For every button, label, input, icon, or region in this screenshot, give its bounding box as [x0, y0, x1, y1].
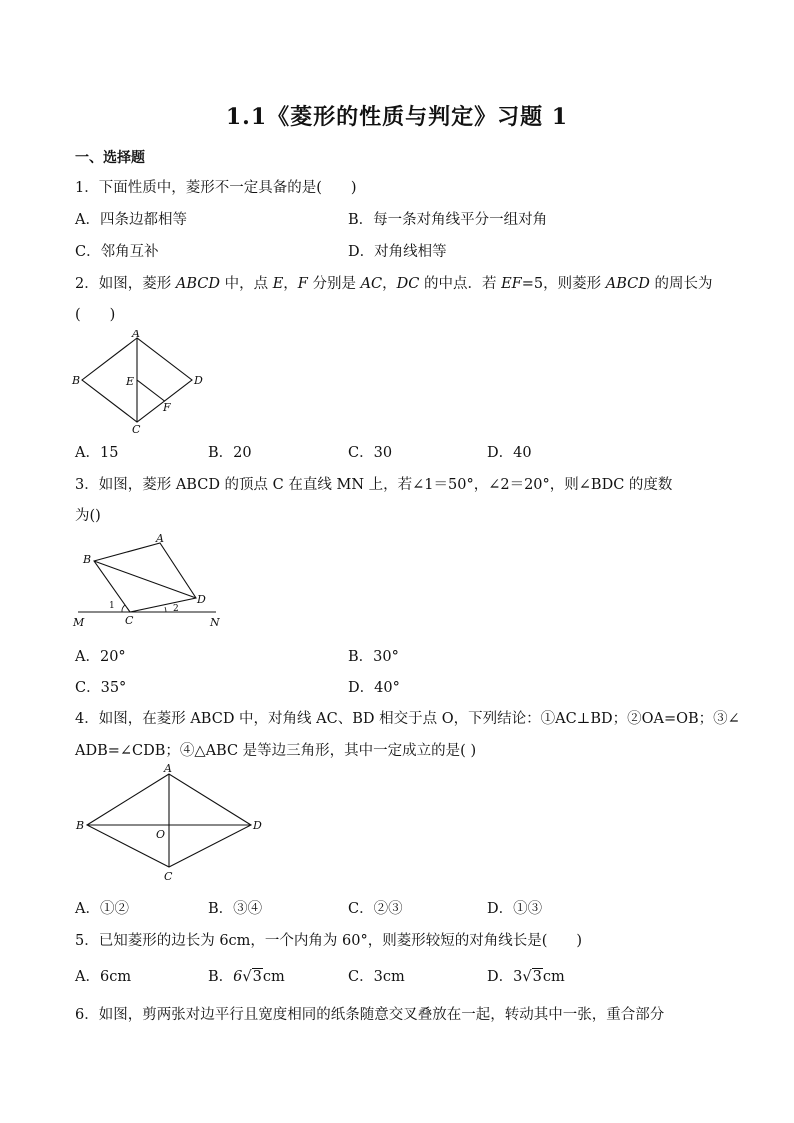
q1-option-a: A．四条边都相等: [75, 212, 187, 228]
q4-option-d: D．①③: [487, 901, 543, 917]
q2-label-a: A: [132, 330, 140, 340]
q2-label-c: C: [132, 423, 141, 434]
q2-rhombus-figure: [70, 330, 210, 434]
q5-option-c: C．3cm: [348, 969, 405, 985]
q5-option-a: A．6cm: [75, 969, 132, 985]
q4-label-d: D: [253, 819, 262, 832]
q2-stem-part: =5，则菱形: [521, 276, 606, 292]
q2-label-f: F: [163, 401, 171, 414]
q3-stem: 3．如图，菱形 ABCD 的顶点 C 在直线 MN 上，若∠1＝50°，∠2＝20°，则∠BDC 的度数: [75, 477, 673, 493]
q2-option-a: A．15: [75, 445, 119, 461]
q4-stem: 4．如图，在菱形 ABCD 中，对角线 AC、BD 相交于点 O，下列结论：①AC⊥BD；②OA=OB；③∠: [75, 711, 740, 727]
sqrt-icon: √3: [522, 969, 542, 985]
q3-diagonal-bd: [94, 561, 196, 598]
q5-option-d-unit: cm: [542, 969, 565, 985]
q1-option-d: D．对角线相等: [348, 244, 447, 260]
q3-label-b: B: [83, 553, 92, 566]
q3-option-b: B．30°: [348, 649, 399, 665]
q3-angle-2-arc: [165, 607, 166, 612]
q5-option-d: [487, 965, 565, 986]
q4-label-b: B: [76, 819, 85, 832]
q2-stem-part: 2．如图，菱形: [75, 276, 176, 292]
q5-option-b-unit: cm: [262, 969, 285, 985]
q3-stem-line2: 为(): [75, 508, 101, 524]
q2-option-c: C．30: [348, 445, 393, 461]
q2-stem-var: EF: [501, 276, 522, 292]
q2-stem-var: AC: [360, 276, 383, 292]
q4-option-a: A．①②: [75, 901, 129, 917]
q2-stem-part: 的中点．若: [419, 276, 502, 292]
section-heading: 一、选择题: [75, 150, 145, 166]
q2-option-d: D．40: [487, 445, 532, 461]
q5-stem: 5．已知菱形的边长为 6cm，一个内角为 60°，则菱形较短的对角线长是( ): [75, 933, 583, 949]
q2-stem-part: 中，点: [219, 276, 273, 292]
q3-angle-1-arc: [122, 605, 125, 612]
q3-label-c: C: [125, 614, 134, 627]
q3-label-n: N: [210, 616, 220, 629]
q2-stem-part: ，: [382, 276, 397, 292]
q2-stem-var: ABCD: [605, 276, 650, 292]
q4-rhombus-figure: [70, 762, 270, 886]
q4-option-c: C．②③: [348, 901, 403, 917]
q2-stem-part: 分别是: [307, 276, 361, 292]
q5-option-d-radicand: 3: [532, 969, 542, 985]
q2-label-d: D: [194, 374, 203, 387]
q2-stem: [75, 272, 712, 293]
q2-label-b: B: [72, 374, 81, 387]
q5-option-b-radicand: 3: [252, 969, 262, 985]
q3-label-m: M: [73, 616, 85, 629]
q2-stem-part: 的周长为: [649, 276, 713, 292]
q4-label-o: O: [156, 828, 166, 841]
q2-stem-var: E: [272, 276, 284, 292]
q3-option-d: D．40°: [348, 680, 400, 696]
q3-label-angle-2: 2: [173, 604, 179, 614]
q2-stem-var: DC: [396, 276, 420, 292]
q1-option-b: B．每一条对角线平分一组对角: [348, 212, 548, 228]
q2-label-e: E: [126, 375, 135, 388]
q4-option-b: B．③④: [208, 901, 263, 917]
q4-label-c: C: [164, 870, 173, 883]
q3-label-angle-1: 1: [109, 601, 115, 611]
q2-stem-var: F: [297, 276, 308, 292]
q2-stem-part: ，: [283, 276, 298, 292]
q5-option-b: [208, 965, 285, 986]
q3-label-a: A: [156, 532, 164, 545]
q5-option-d-coef: 3: [513, 969, 523, 985]
q3-option-c: C．35°: [75, 680, 127, 696]
q5-option-b-coef: 6: [233, 969, 243, 985]
q2-option-b: B．20: [208, 445, 252, 461]
q3-option-a: A．20°: [75, 649, 126, 665]
q2-stem-line2: ( ): [75, 307, 116, 323]
page-title: 1.1《菱形的性质与判定》习题 1: [225, 104, 569, 130]
q3-label-d: D: [197, 593, 206, 606]
q5-option-d-prefix: D．: [487, 969, 514, 985]
q5-option-b-prefix: B．: [208, 969, 234, 985]
q1-stem: 1．下面性质中，菱形不一定具备的是( ): [75, 180, 357, 196]
q2-stem-var: ABCD: [175, 276, 220, 292]
q3-rhombus-figure: [70, 530, 230, 630]
q2-segment-ef: [137, 380, 165, 401]
q1-option-c: C．邻角互补: [75, 244, 159, 260]
q4-label-a: A: [164, 762, 172, 775]
sqrt-icon: √3: [242, 969, 262, 985]
q6-stem: 6．如图，剪两张对边平行且宽度相同的纸条随意交叉叠放在一起，转动其中一张，重合部分: [75, 1007, 665, 1023]
q4-stem-line2: ADB=∠CDB；④△ABC 是等边三角形，其中一定成立的是( ): [75, 743, 477, 759]
